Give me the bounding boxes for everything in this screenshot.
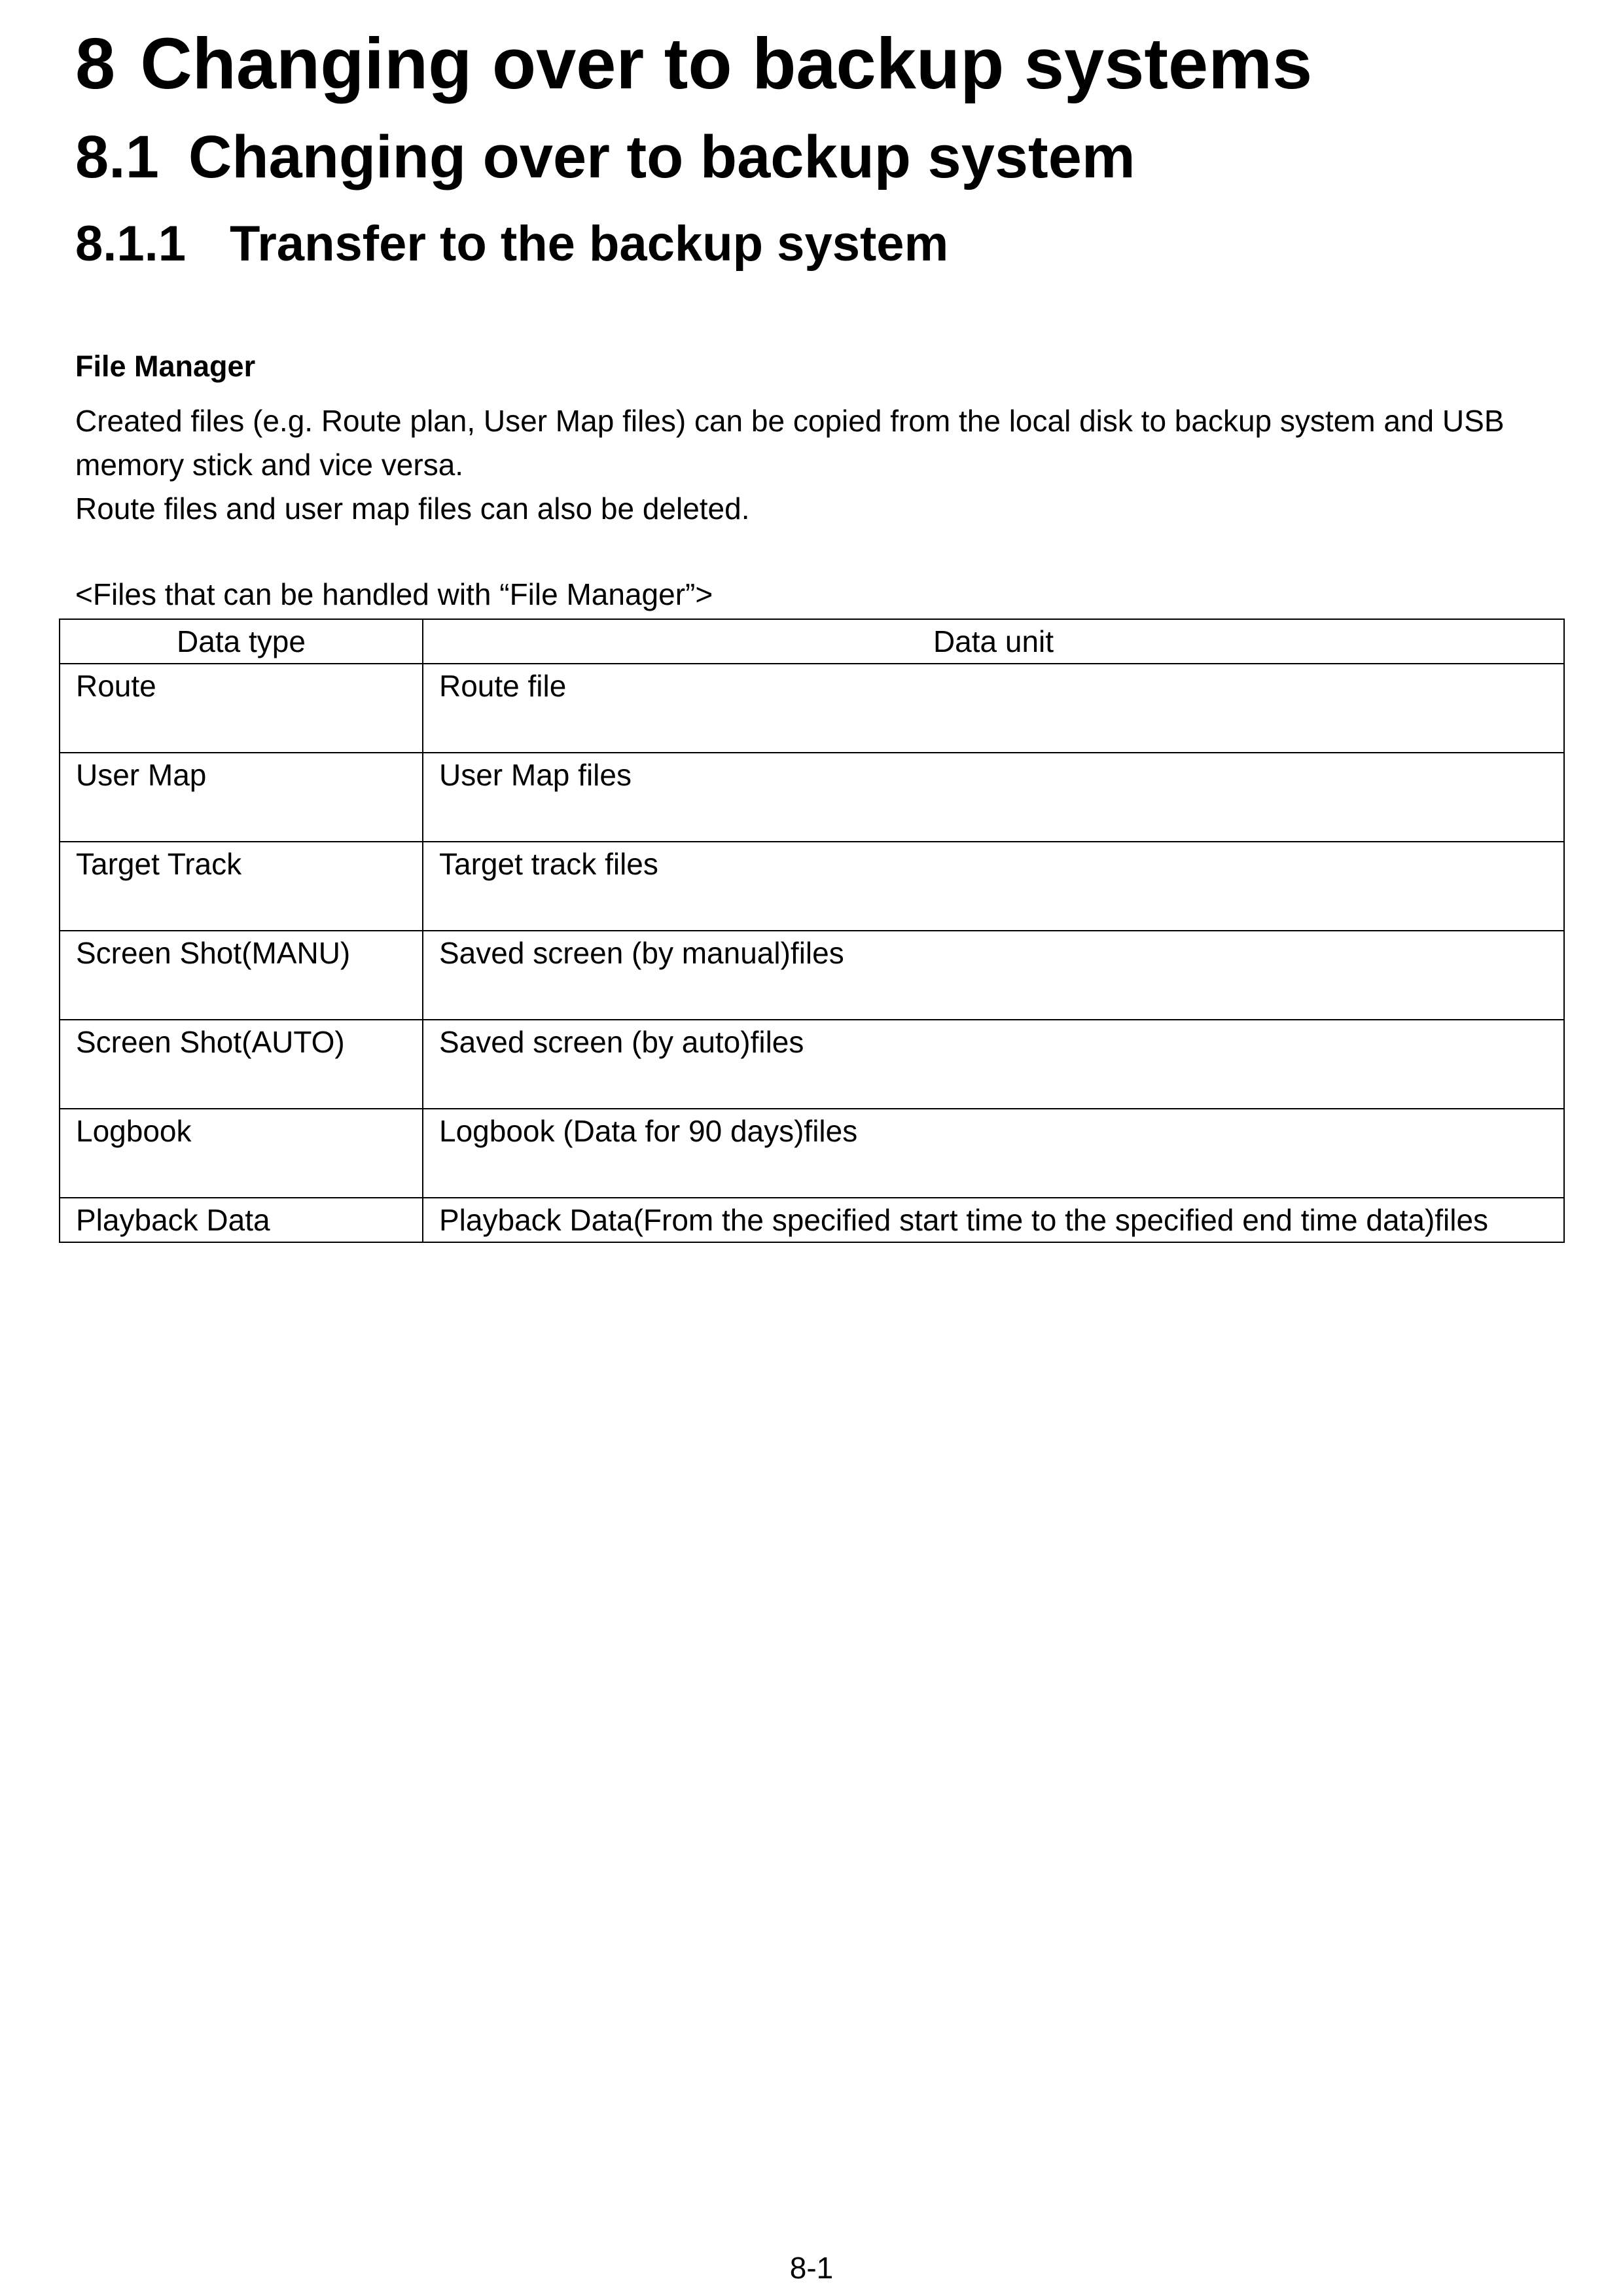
cell-data-unit: Saved screen (by manual)files (423, 931, 1564, 1020)
table-header-row (60, 619, 1564, 664)
cell-data-type: Route (60, 664, 423, 753)
cell-data-type: Playback Data (60, 1198, 423, 1242)
table-caption: <Files that can be handled with “File Manager”> (75, 577, 713, 611)
subsection-number: 8.1.1 (75, 216, 187, 272)
subsection-title: Transfer to the backup system (230, 216, 949, 272)
subsection-heading (75, 216, 948, 272)
cell-data-type: Screen Shot(AUTO) (60, 1020, 423, 1109)
file-types-table (59, 619, 1565, 1243)
chapter-heading (75, 25, 1312, 103)
table-row (60, 1020, 1564, 1109)
body-text (75, 399, 1567, 531)
cell-data-unit: Saved screen (by auto)files (423, 1020, 1564, 1109)
table-row (60, 1109, 1564, 1198)
cell-data-type: Screen Shot(MANU) (60, 931, 423, 1020)
file-manager-subheading: File Manager (75, 350, 256, 383)
cell-data-unit: Route file (423, 664, 1564, 753)
section-heading (75, 124, 1135, 190)
cell-data-type: Target Track (60, 842, 423, 931)
table-row (60, 842, 1564, 931)
header-data-unit: Data unit (423, 619, 1564, 664)
cell-data-unit: Logbook (Data for 90 days)files (423, 1109, 1564, 1198)
paragraph-copy-files: Created files (e.g. Route plan, User Map files) can be copied from the local disk to backup system and USB memory stick and vice versa. (75, 404, 1505, 482)
cell-data-unit: Playback Data(From the specified start time to the specified end time data)files (423, 1198, 1564, 1242)
cell-data-unit: Target track files (423, 842, 1564, 931)
chapter-number: 8 (75, 24, 116, 104)
header-data-type: Data type (60, 619, 423, 664)
table-row (60, 1198, 1564, 1242)
table-row (60, 931, 1564, 1020)
table-row (60, 664, 1564, 753)
table-row (60, 753, 1564, 842)
paragraph-delete-files: Route files and user map files can also be deleted. (75, 492, 750, 526)
section-title: Changing over to backup system (188, 124, 1135, 190)
cell-data-type: Logbook (60, 1109, 423, 1198)
cell-data-unit: User Map files (423, 753, 1564, 842)
chapter-title: Changing over to backup systems (140, 24, 1313, 104)
page-number: 8-1 (789, 2251, 834, 2285)
cell-data-type: User Map (60, 753, 423, 842)
section-number: 8.1 (75, 124, 159, 190)
